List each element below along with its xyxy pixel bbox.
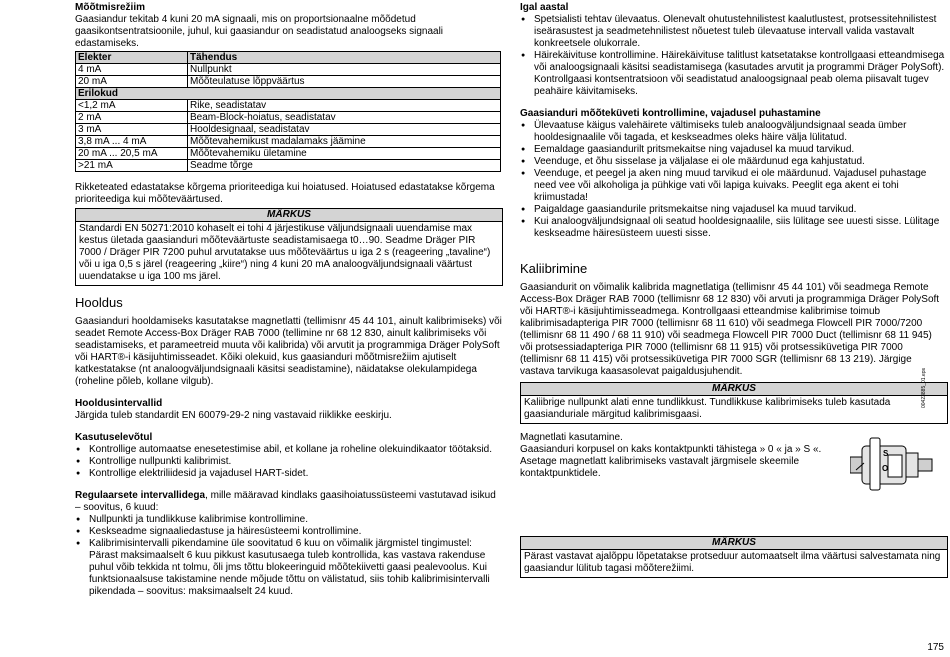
regular-paragraph — [75, 490, 503, 514]
measure-mode-text: Gaasiandur tekitab 4 kuni 20 mA signaali, mis on proportsionaalne mõõdetud gaasikontsentratsioonile, juhul, kui gaasiandur on seadistatud analoogseks signaali edastamiseks. — [75, 14, 444, 49]
table-cell-meaning: Hooldesignaal, seadistatav — [188, 124, 501, 136]
commissioning-item: ● Kontrollige elektriliidesid ja vajadusel HART-sidet. — [75, 468, 503, 480]
table-cell-meaning: Seadme tõrge — [188, 160, 501, 172]
table-cell-meaning: Mõõteulatuse lõppväärtus — [188, 76, 501, 88]
magnet-line-1: Magnetlati kasutamine. — [520, 432, 623, 443]
table-cell-current: 2 mA — [76, 112, 188, 124]
annual-item: ● Spetsialisti tehtav ülevaatus. Olenevalt ohutustehnilistest kaalutlustest, protsessitehnilistest iseärasustest ja seadmetehnilistest nõuetest tuleb ülevaatuse intervall valida vastavalt konkreetsele olukorrale. — [520, 14, 947, 50]
magnet-line-2: Gaasianduri korpusel on kaks kontaktpunkti tähistega » 0 « ja » S «. — [520, 444, 822, 455]
table-cell-current: 20 mA ... 20,5 mA — [76, 148, 188, 160]
priority-text: Rikketeated edastatakse kõrgema prioriteediga kui hoiatused. Hoiatused edastatakse kõrgema prioriteediga kui mõõteväärtused. — [75, 182, 495, 205]
page-number: 175 — [927, 642, 944, 653]
figure-label-o: O — [882, 464, 889, 473]
table-row — [76, 64, 501, 76]
cleaning-item: ● Veenduge, et õhu sisselase ja väljalase ei ole määrdunud ega kahjustatud. — [520, 156, 947, 168]
note-title-2: MÄRKUS — [521, 383, 947, 396]
commissioning-list — [75, 444, 503, 480]
table-cell-current: Elekter — [76, 52, 188, 64]
figure-label-s: S — [883, 449, 889, 458]
cleaning-list — [520, 120, 947, 240]
right-column — [520, 2, 947, 578]
magnet-figure — [850, 437, 940, 492]
table-cell-current: 4 mA — [76, 64, 188, 76]
regular-item: ● Nullpunkti ja tundlikkuse kalibrimise kontrollimine. — [75, 514, 503, 526]
table-row — [76, 148, 501, 160]
magnet-line-3: Asetage magnetlatt kalibrimiseks vastavalt järgmisele skeemile kontaktpunktidele. — [520, 456, 800, 479]
table-cell-meaning: Beam-Block-hoiatus, seadistatav — [188, 112, 501, 124]
maintenance-heading: Hooldus — [75, 295, 123, 310]
table-row — [76, 136, 501, 148]
measure-mode-title: Mõõtmisrežiim — [75, 2, 146, 13]
table-cell-current: 3,8 mA ... 4 mA — [76, 136, 188, 148]
cleaning-item: ● Kui analoogväljundsignaal oli seatud hooldesignaalile, siis lülitage see uuesti sisse. Lülitage keskseadme häiresüsteem uuesti sisse. — [520, 216, 947, 240]
table-row — [76, 112, 501, 124]
table-cell-meaning: Mõõtevahemiku ületamine — [188, 148, 501, 160]
table-subheader: Erilokud — [76, 88, 501, 100]
note-box-1 — [75, 208, 503, 286]
cleaning-item: ● Paigaldage gaasiandurile pritsmekaitse ning vajadusel ka muud tarvikud. — [520, 204, 947, 216]
table-cell-current: >21 mA — [76, 160, 188, 172]
interval-title: Hooldusintervallid — [75, 398, 163, 409]
regular-item: ● Kalibrimisintervalli pikendamine üle soovitatud 6 kuu on võimalik järgmistel tingimustel: Pärast maksimaalselt 6 kuu pikkust kasutusaega tuleb kontrollida, kas vastava rakenduse puhul võib tekkida nt tolmu, õli jms tõttu blokeeringuid mõõtekiivetti gaasi pealevoolus. Kui funktsionaalsuse takistamine nende mõjude tõttu on välistatud, siis tohib kalibrimisintervalli pikendada – soovitus: maksimaalselt 24 kuud. — [75, 538, 503, 598]
table-cell-meaning: Tähendus — [188, 52, 501, 64]
cleaning-item: ● Ülevaatuse käigus valehäirete vältimiseks tuleb analoogväljundsignaal seada ümber hooldesignaalile või tagada, et keskseadmes oleks häire välja lülitatud. — [520, 120, 947, 144]
commissioning-item: ● Kontrollige automaatse enesetestimise abil, et kollane ja roheline olekuindikaator töötaksid. — [75, 444, 503, 456]
table-row — [76, 76, 501, 88]
magnet-section — [520, 432, 947, 536]
note-title-1: MÄRKUS — [76, 209, 502, 222]
regular-title: Regulaarsete intervallidega — [75, 490, 206, 501]
regular-list — [75, 514, 503, 598]
note-text-2: Kaliibrige nullpunkt alati enne tundlikkust. Tundlikkuse kalibrimiseks tuleb kasutada gaasianduriale märgitud kalibrimisgaasi. — [524, 397, 891, 420]
cleaning-item: ● Veenduge, et peegel ja aken ning muud tarvikud ei ole määrdunud. Vajadusel puhastage need vee või alkoholiga ja pühkige vati või lapiga kuivaks. Peeglit ega akent ei tohi kriimustada! — [520, 168, 947, 204]
annual-title: Igal aastal — [520, 2, 569, 13]
table-row — [76, 160, 501, 172]
regular-text: , mille määravad kindlaks gaasihoiatussüsteemi vastutavad isikud – soovitus, 6 kuud: — [75, 490, 496, 513]
calibration-heading: Kaliibrimine — [520, 261, 588, 276]
annual-list — [520, 14, 947, 98]
note-box-3 — [520, 536, 948, 578]
note-text-1: Standardi EN 50271:2010 kohaselt ei tohi 4 järjestikuse väljundsignaali uuendamise max kestus ületada gaasianduri mõõteväärtuste seadistamisaega t0…90. Seadme Dräger PIR 7000 / Dräger PIR 7200 puhul arvutatakse uus mõõteväärtus u iga 2 s (reageering „tavaline“) või u iga 0,5 s järel (reageering „kiire“) ning 4 kuni 20 mA analoogväljundsignaali väärtust uuendatakse u iga 100 ms järel. — [79, 223, 491, 282]
table-header-row — [76, 52, 501, 64]
note-box-2 — [520, 382, 948, 424]
table-subheader-row — [76, 88, 501, 100]
magnet-text-block — [520, 432, 842, 480]
table-cell-meaning: Nullpunkt — [188, 64, 501, 76]
left-column — [75, 2, 503, 598]
table-cell-meaning: Rike, seadistatav — [188, 100, 501, 112]
current-table — [75, 51, 501, 172]
calibration-text: Gaasiandurit on võimalik kalibrida magnetlatiga (tellimisnr 45 44 101) või seadmega Remote Access-Box Dräger RAB 7000 (tellimisnr 68 12 830) või arvuti ja programmiga Dräger PolySoft või HART®-i käsijuhtimisseadmega. Kontrollgaasi etteandmise kalibrimise toimub kalibrimisadapteriga PIR 7000 (tellimisnr 68 11 610) või seadmega Flowcell PIR 7000/7200 (tellimisnr 68 11 490 / 68 11 910) või seadmega Flowcell PIR 7000 Duct (tellimisnr 68 11 945) või protsessiadapteriga PIR 7000 (tellimisnr 68 11 915) või protsessiküvetiga PIR 7000 (tellimisnr 68 11 415) või protsessiküvetiga PIR 7000 SGR (tellimisnr 68 13 219). Järgige vastava tarvikuga kaasasolevat paigaldusjuhendit. — [520, 282, 940, 377]
note-title-3: MÄRKUS — [521, 537, 947, 550]
regular-item: ● Keskseadme signaaliedastuse ja häiresüsteemi kontrollimine. — [75, 526, 503, 538]
interval-text: Järgida tuleb standardit EN 60079-29-2 ning vastavaid riiklikke eeskirju. — [75, 410, 392, 421]
maintenance-text: Gaasianduri hooldamiseks kasutatakse magnetlatti (tellimisnr 45 44 101, ainult kalibrimiseks) või seadet Remote Access-Box Dräger RAB 7000 (tellimine nr 68 12 830, ainult kalibrimiseks või seadistamiseks, et parameetreid muuta või kalibrida) või arvutit ja programmiga Dräger PolySoft või HART®-i käsijuhtimisseadet. Kõiki olekuid, kus gaasianduri mõõtmisrežiim ajutiselt katkestatakse (nt analoogväljundsignaali käsitsi seadistamine), näidatakse olekulampidega (roheline põleb, kollane vilgub). — [75, 316, 502, 387]
cleaning-title: Gaasianduri mõõteküveti kontrollimine, vajadusel puhastamine — [520, 108, 821, 119]
table-row — [76, 100, 501, 112]
cleaning-item: ● Eemaldage gaasiandurilt pritsmekaitse ning vajadusel ka muud tarvikud. — [520, 144, 947, 156]
commissioning-item: ● Kontrollige nullpunkti kalibrimist. — [75, 456, 503, 468]
table-cell-meaning: Mõõtevahemikust madalamaks jäämine — [188, 136, 501, 148]
annual-item: ● Häirekäivituse kontrollimine. Häirekäivituse talitlust katsetatakse kontrollgaasi etteandmisega või analoogsignaali käsitsi seadistamisega (kasutades arvutit ja programmi Dräger PolySoft). Kontrollgaasi kontsentratsioon või seadistatud analoogsignaal peab olema piisavalt tugev peahäire käivitamiseks. — [520, 50, 947, 98]
table-cell-current: 3 mA — [76, 124, 188, 136]
table-cell-current: <1,2 mA — [76, 100, 188, 112]
note-text-3: Pärast vastavat ajalõppu lõpetatakse protseduur automaatselt ilma väärtusi salvestamata ning gaasiandur lülitub tagasi mõõterežiimi. — [524, 551, 941, 574]
table-row — [76, 124, 501, 136]
commissioning-title: Kasutuselevõtul — [75, 432, 153, 443]
figure-code: 00423885_01.eps — [921, 367, 927, 408]
table-cell-current: 20 mA — [76, 76, 188, 88]
